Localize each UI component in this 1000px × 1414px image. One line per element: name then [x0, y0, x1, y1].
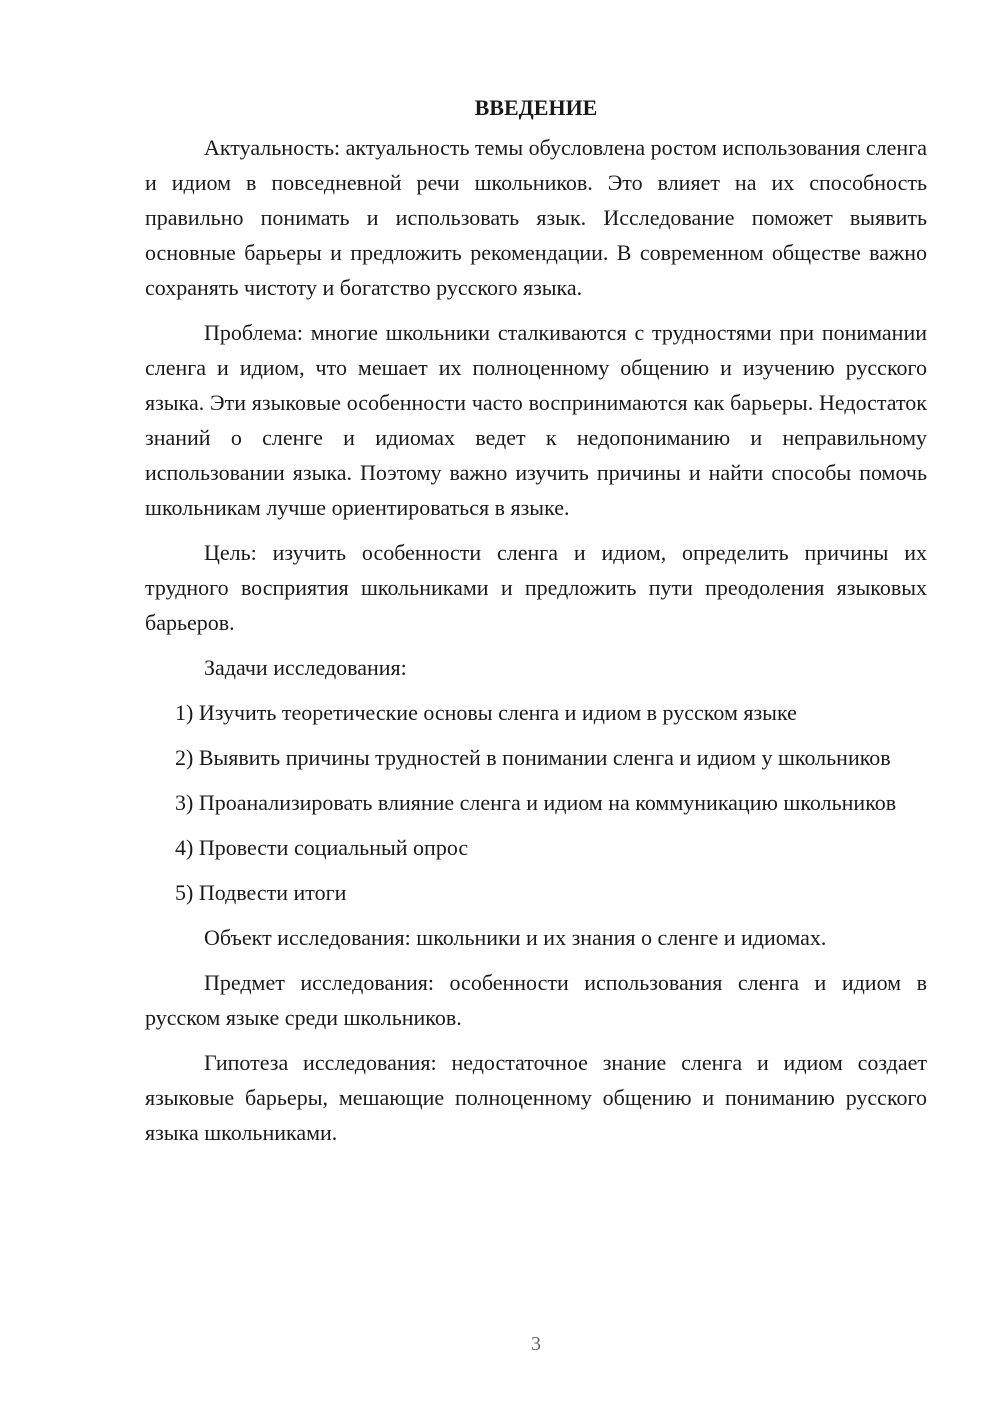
paragraph-object: Объект исследования: школьники и их знания о сленге и идиомах. [204, 925, 827, 950]
paragraph-goal: Цель: изучить особенности сленга и идиом, определить причины их трудного восприятия школьниками и предложить пути преодоления языковых барьеров. [145, 540, 927, 635]
document-page [145, 90, 927, 1160]
paragraph-subject: Предмет исследования: особенности использования сленга и идиом в русском языке среди школьников. [145, 970, 927, 1030]
task-item-4: 4) Провести социальный опрос [175, 835, 469, 860]
task-item-2: 2) Выявить причины трудностей в понимании сленга и идиом у школьников [175, 745, 891, 770]
task-item-5: 5) Подвести итоги [175, 880, 347, 905]
paragraph-hypothesis: Гипотеза исследования: недостаточное знание сленга и идиом создает языковые барьеры, мешающие полноценному общению и пониманию русского языка школьниками. [145, 1050, 927, 1145]
section-heading: ВВЕДЕНИЕ [474, 95, 598, 120]
task-item-1: 1) Изучить теоретические основы сленга и идиом в русском языке [175, 700, 797, 725]
task-item-3: 3) Проанализировать влияние сленга и идиом на коммуникацию школьников [175, 790, 897, 815]
paragraph-relevance: Актуальность: актуальность темы обусловлена ростом использования сленга и идиом в повседневной речи школьников. Это влияет на их способность правильно понимать и использовать язык. Исследование поможет выявить основные барьеры и предложить рекомендации. В современном обществе важно сохранять чистоту и богатство русского языка. [145, 135, 927, 300]
paragraph-problem: Проблема: многие школьники сталкиваются с трудностями при понимании сленга и идиом, что мешает их полноценному общению и изучению русского языка. Эти языковые особенности часто воспринимаются как барьеры. Недостаток знаний о сленге и идиомах ведет к недопониманию и неправильному использовании языка. Поэтому важно изучить причины и найти способы помочь школьникам лучше ориентироваться в языке. [145, 320, 927, 520]
paragraph-tasks-title: Задачи исследования: [204, 655, 407, 680]
page-number: 3 [531, 1333, 541, 1355]
